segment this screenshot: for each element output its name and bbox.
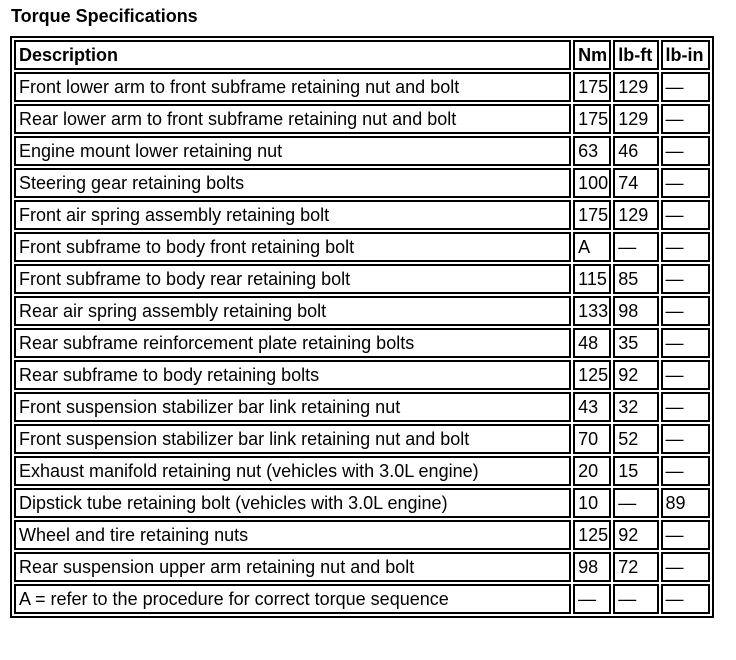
cell-description: Rear lower arm to front subframe retaining nut and bolt xyxy=(14,104,571,134)
cell-description: A = refer to the procedure for correct torque sequence xyxy=(14,584,571,614)
cell-lb-ft: 46 xyxy=(613,136,658,166)
cell-lb-in: — xyxy=(661,168,710,198)
table-row xyxy=(14,136,710,166)
cell-description: Rear air spring assembly retaining bolt xyxy=(14,296,571,326)
cell-nm: 48 xyxy=(573,328,611,358)
cell-lb-in: — xyxy=(661,424,710,454)
cell-lb-in: — xyxy=(661,392,710,422)
cell-nm: 70 xyxy=(573,424,611,454)
cell-description: Exhaust manifold retaining nut (vehicles with 3.0L engine) xyxy=(14,456,571,486)
cell-lb-ft: 85 xyxy=(613,264,658,294)
cell-nm: 20 xyxy=(573,456,611,486)
table-row xyxy=(14,104,710,134)
cell-description: Front suspension stabilizer bar link retaining nut and bolt xyxy=(14,424,571,454)
table-row xyxy=(14,328,710,358)
cell-lb-in: — xyxy=(661,328,710,358)
cell-nm: 133 xyxy=(573,296,611,326)
page-title: Torque Specifications xyxy=(11,6,198,26)
cell-lb-ft: 52 xyxy=(613,424,658,454)
cell-lb-ft: 92 xyxy=(613,520,658,550)
cell-description: Engine mount lower retaining nut xyxy=(14,136,571,166)
cell-nm: 43 xyxy=(573,392,611,422)
table-row xyxy=(14,424,710,454)
table-row xyxy=(14,584,710,614)
cell-lb-ft: — xyxy=(613,232,658,262)
cell-nm: 125 xyxy=(573,360,611,390)
table-row xyxy=(14,72,710,102)
cell-lb-ft: 32 xyxy=(613,392,658,422)
cell-description: Front subframe to body rear retaining bolt xyxy=(14,264,571,294)
table-row xyxy=(14,200,710,230)
cell-lb-in: — xyxy=(661,584,710,614)
cell-description: Front subframe to body front retaining bolt xyxy=(14,232,571,262)
cell-lb-ft: 129 xyxy=(613,200,658,230)
cell-description: Steering gear retaining bolts xyxy=(14,168,571,198)
cell-lb-in: — xyxy=(661,200,710,230)
cell-description: Front air spring assembly retaining bolt xyxy=(14,200,571,230)
cell-description: Dipstick tube retaining bolt (vehicles with 3.0L engine) xyxy=(14,488,571,518)
cell-lb-ft: 35 xyxy=(613,328,658,358)
cell-description: Rear subframe to body retaining bolts xyxy=(14,360,571,390)
cell-lb-ft: 129 xyxy=(613,104,658,134)
table-row xyxy=(14,232,710,262)
cell-description: Rear subframe reinforcement plate retaining bolts xyxy=(14,328,571,358)
cell-lb-ft: 72 xyxy=(613,552,658,582)
cell-description: Rear suspension upper arm retaining nut and bolt xyxy=(14,552,571,582)
cell-lb-in: 89 xyxy=(661,488,710,518)
cell-nm: 175 xyxy=(573,104,611,134)
cell-nm: 175 xyxy=(573,200,611,230)
cell-lb-ft: 98 xyxy=(613,296,658,326)
cell-nm: 10 xyxy=(573,488,611,518)
torque-specifications-table xyxy=(10,36,714,618)
cell-lb-ft: 74 xyxy=(613,168,658,198)
cell-lb-in: — xyxy=(661,520,710,550)
column-header-nm: Nm xyxy=(573,40,611,70)
cell-lb-ft: — xyxy=(613,584,658,614)
table-row xyxy=(14,552,710,582)
cell-nm: 63 xyxy=(573,136,611,166)
table-row xyxy=(14,168,710,198)
cell-nm: 175 xyxy=(573,72,611,102)
cell-lb-ft: 92 xyxy=(613,360,658,390)
cell-nm: 98 xyxy=(573,552,611,582)
table-row xyxy=(14,296,710,326)
table-row xyxy=(14,360,710,390)
column-header-lb-in: lb-in xyxy=(661,40,710,70)
cell-description: Front lower arm to front subframe retaining nut and bolt xyxy=(14,72,571,102)
cell-lb-ft: 15 xyxy=(613,456,658,486)
table-header-row xyxy=(14,40,710,70)
cell-lb-in: — xyxy=(661,264,710,294)
cell-description: Front suspension stabilizer bar link retaining nut xyxy=(14,392,571,422)
cell-lb-in: — xyxy=(661,552,710,582)
column-header-lb-ft: lb-ft xyxy=(613,40,658,70)
table-row xyxy=(14,392,710,422)
cell-lb-in: — xyxy=(661,360,710,390)
cell-lb-in: — xyxy=(661,296,710,326)
table-row xyxy=(14,264,710,294)
cell-nm: 125 xyxy=(573,520,611,550)
cell-lb-in: — xyxy=(661,72,710,102)
table-row xyxy=(14,488,710,518)
cell-nm: A xyxy=(573,232,611,262)
table-row xyxy=(14,520,710,550)
cell-nm: — xyxy=(573,584,611,614)
cell-lb-in: — xyxy=(661,456,710,486)
cell-description: Wheel and tire retaining nuts xyxy=(14,520,571,550)
column-header-description: Description xyxy=(14,40,571,70)
cell-nm: 100 xyxy=(573,168,611,198)
cell-lb-in: — xyxy=(661,104,710,134)
cell-lb-in: — xyxy=(661,136,710,166)
cell-lb-ft: 129 xyxy=(613,72,658,102)
cell-lb-in: — xyxy=(661,232,710,262)
cell-lb-ft: — xyxy=(613,488,658,518)
cell-nm: 115 xyxy=(573,264,611,294)
table-row xyxy=(14,456,710,486)
